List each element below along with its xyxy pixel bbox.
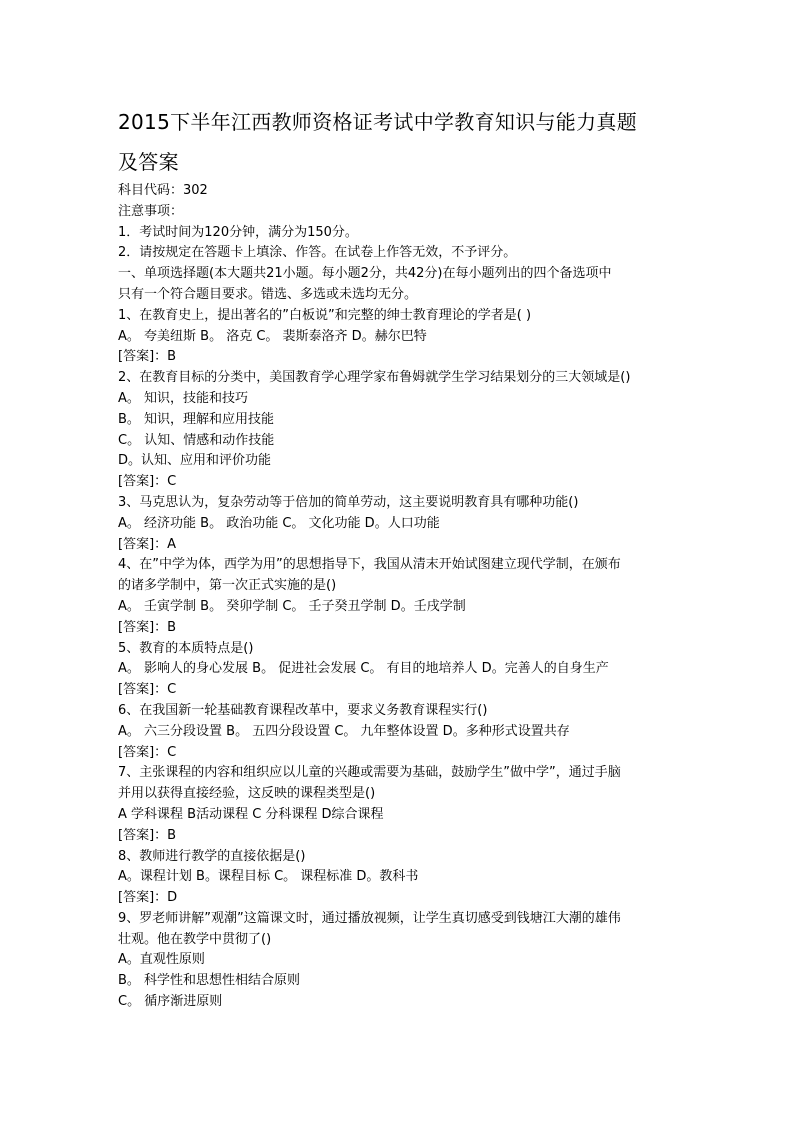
text-line: A。 经济功能 B。 政治功能 C。 文化功能 D。人口功能 <box>118 515 440 531</box>
document-body <box>118 181 688 1013</box>
text-line: 4、在”中学为体，西学为用”的思想指导下，我国从清末开始试图建立现代学制，在颁布 <box>118 557 621 573</box>
text-line: 的诸多学制中，第一次正式实施的是() <box>118 578 337 594</box>
text-line: 5、教育的本质特点是() <box>118 640 254 656</box>
text-line: C。 循序渐进原则 <box>118 994 223 1010</box>
answer-line: [答案]：B <box>118 349 177 365</box>
text-line: 一、单项选择题(本大题共21小题。每小题2分，共42分)在每小题列出的四个备选项中 <box>118 266 612 282</box>
text-line: A。 影响人的身心发展 B。 促进社会发展 C。 有目的地培养人 D。完善人的自身生产 <box>118 661 609 677</box>
text-line: 并用以获得直接经验，这反映的课程类型是() <box>118 786 376 802</box>
text-line: 1．考试时间为120分钟，满分为150分。 <box>118 224 358 240</box>
text-line: A。直观性原则 <box>118 952 205 968</box>
text-line: A 学科课程 B活动课程 C 分科课程 D综合课程 <box>118 806 384 822</box>
answer-line: [答案]：D <box>118 890 178 906</box>
answer-line: [答案]：A <box>118 536 177 552</box>
text-line: A。 六三分段设置 B。 五四分段设置 C。 九年整体设置 D。多种形式设置共存 <box>118 723 570 739</box>
text-line: 注意事项： <box>118 203 184 219</box>
document-title-line-2: 及答案 <box>118 150 179 174</box>
text-line: 壮观。他在教学中贯彻了() <box>118 931 272 947</box>
answer-line: [答案]：C <box>118 682 177 698</box>
text-line: C。 认知、情感和动作技能 <box>118 432 275 448</box>
answer-line: [答案]：C <box>118 474 177 490</box>
text-line: A。 壬寅学制 B。 癸卯学制 C。 壬子癸丑学制 D。壬戌学制 <box>118 598 466 614</box>
text-line: 6、在我国新一轮基础教育课程改革中，要求义务教育课程实行() <box>118 702 488 718</box>
text-line: 只有一个符合题目要求。错选、多选或未选均无分。 <box>118 286 418 302</box>
text-line: A。课程计划 B。课程目标 C。 课程标准 D。教科书 <box>118 869 419 885</box>
text-line: D。认知、应用和评价功能 <box>118 453 272 469</box>
answer-line: [答案]：B <box>118 619 177 635</box>
text-line: 8、教师进行教学的直接依据是() <box>118 848 306 864</box>
text-line: 1、在教育史上，提出著名的”白板说”和完整的绅士教育理论的学者是( ) <box>118 307 532 323</box>
text-line: B。 知识，理解和应用技能 <box>118 411 275 427</box>
text-line: A。 夸美纽斯 B。 洛克 C。 裴斯泰洛齐 D。赫尔巴特 <box>118 328 427 344</box>
document-title-line-1: 2015下半年江西教师资格证考试中学教育知识与能力真题 <box>118 110 637 134</box>
text-line: A。 知识，技能和技巧 <box>118 390 249 406</box>
text-line: B。 科学性和思想性相结合原则 <box>118 973 301 989</box>
text-line: 9、罗老师讲解”观潮”这篇课文时，通过播放视频，让学生真切感受到钱塘江大潮的雄伟 <box>118 910 621 926</box>
answer-line: [答案]：B <box>118 827 177 843</box>
text-line: 2．请按规定在答题卡上填涂、作答。在试卷上作答无效，不予评分。 <box>118 245 517 261</box>
text-line: 7、主张课程的内容和组织应以儿童的兴趣或需要为基础，鼓励学生”做中学”，通过手脑 <box>118 765 621 781</box>
text-line: 2、在教育目标的分类中，美国教育学心理学家布鲁姆就学生学习结果划分的三大领域是() <box>118 370 631 386</box>
answer-line: [答案]：C <box>118 744 177 760</box>
text-line: 3、马克思认为，复杂劳动等于倍加的简单劳动，这主要说明教育具有哪种功能() <box>118 494 579 510</box>
text-line: 科目代码：302 <box>118 183 208 198</box>
